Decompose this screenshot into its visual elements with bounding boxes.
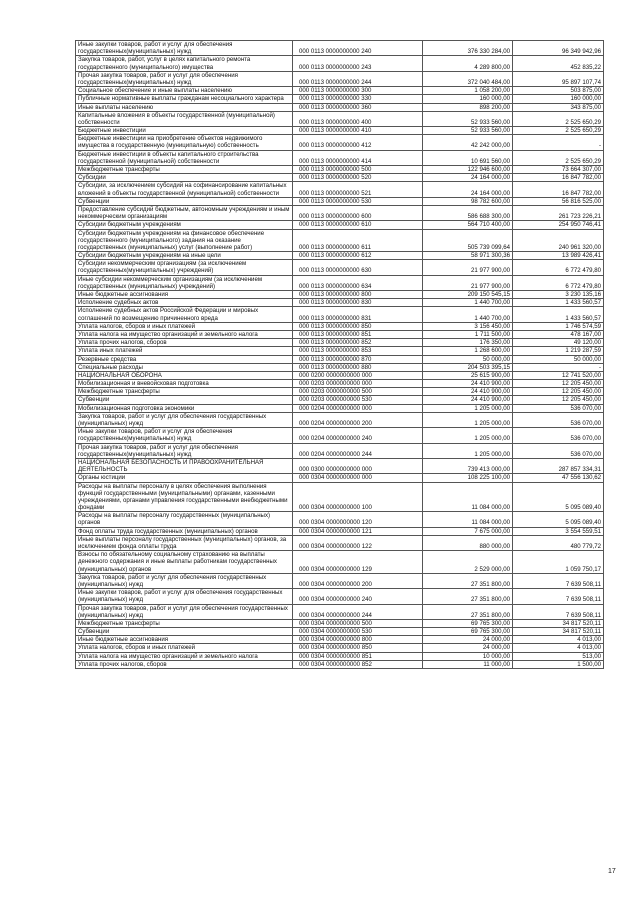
row-executed: 12 205 450,00: [513, 388, 604, 396]
row-code: 000 0113 0000000000 634: [293, 275, 423, 290]
row-name: Исполнение судебных актов Российской Федерации и мировых соглашений по возмещению причиненного вреда: [76, 307, 293, 322]
row-name: Прочая закупка товаров, работ и услуг для обеспечения государственных(муниципальных) нужд: [76, 443, 293, 458]
table-row: [76, 221, 604, 229]
row-code: 000 0113 0000000000 610: [293, 221, 423, 229]
row-approved: 376 330 284,00: [423, 41, 513, 56]
row-executed: 2 525 650,29: [513, 111, 604, 126]
row-approved: 7 675 000,00: [423, 527, 513, 535]
row-code: 000 0113 0000000000 412: [293, 135, 423, 150]
row-name: Прочая закупка товаров, работ и услуг для обеспечения государственных (муниципальных) нужд: [76, 604, 293, 619]
row-name: Специальные расходы: [76, 363, 293, 371]
row-approved: 1 268 600,00: [423, 347, 513, 355]
row-name: Иные бюджетные ассигнования: [76, 291, 293, 299]
row-name: Субсидии бюджетным учреждениям на финансовое обеспечение государственного (муниципального) задания на оказание государственных (муниципальных) услуг (выполнение работ): [76, 229, 293, 252]
table-row: [76, 482, 604, 512]
table-row: [76, 396, 604, 404]
table-row: [76, 127, 604, 135]
row-approved: 1 205 000,00: [423, 443, 513, 458]
table-row: [76, 135, 604, 150]
row-approved: 10 000,00: [423, 652, 513, 660]
row-code: 000 0113 0000000000 300: [293, 87, 423, 95]
row-code: 000 0304 0000000000 129: [293, 551, 423, 574]
row-code: 000 0203 0000000000 000: [293, 380, 423, 388]
row-executed: 56 816 525,00: [513, 197, 604, 205]
row-name: Уплата иных платежей: [76, 347, 293, 355]
row-approved: 586 688 300,00: [423, 205, 513, 220]
row-executed: 261 723 226,21: [513, 205, 604, 220]
row-approved: 24 410 900,00: [423, 396, 513, 404]
row-name: Межбюджетные трансферты: [76, 388, 293, 396]
row-code: 000 0113 0000000000 600: [293, 205, 423, 220]
row-executed: 536 070,00: [513, 443, 604, 458]
row-executed: 12 205 450,00: [513, 396, 604, 404]
table-row: [76, 604, 604, 619]
row-name: Субсидии, за исключением субсидий на софинансирование капитальных вложений в объекты государственной (муниципальной) собственности: [76, 182, 293, 197]
row-code: 000 0113 0000000000 630: [293, 260, 423, 275]
row-executed: 2 525 650,29: [513, 150, 604, 165]
table-row: [76, 551, 604, 574]
row-code: 000 0304 0000000000 850: [293, 644, 423, 652]
row-executed: 7 639 508,11: [513, 573, 604, 588]
row-code: 000 0304 0000000000 244: [293, 604, 423, 619]
row-approved: 160 000,00: [423, 95, 513, 103]
row-executed: 5 095 089,40: [513, 482, 604, 512]
row-code: 000 0113 0000000000 612: [293, 252, 423, 260]
row-executed: 1 433 560,57: [513, 299, 604, 307]
table-row: [76, 174, 604, 182]
row-executed: 4 013,00: [513, 644, 604, 652]
row-name: Иные закупки товаров, работ и услуг для обеспечения государственных(муниципальных) нужд: [76, 41, 293, 56]
row-code: 000 0304 0000000000 200: [293, 573, 423, 588]
row-code: 000 0113 0000000000 851: [293, 330, 423, 338]
row-code: 000 0113 0000000000 800: [293, 291, 423, 299]
row-name: Иные выплаты персоналу государственных (муниципальных) органов, за исключением фонда оплаты труда: [76, 535, 293, 550]
row-executed: 73 664 307,00: [513, 166, 604, 174]
row-executed: 503 875,00: [513, 87, 604, 95]
row-executed: 12 741 520,00: [513, 371, 604, 379]
table-row: [76, 412, 604, 427]
row-approved: 11 084 000,00: [423, 512, 513, 527]
row-executed: 343 875,00: [513, 103, 604, 111]
row-executed: 6 772 479,80: [513, 260, 604, 275]
row-executed: 240 961 320,00: [513, 229, 604, 252]
row-approved: 1 205 000,00: [423, 428, 513, 443]
row-name: Уплата прочих налогов, сборов: [76, 339, 293, 347]
row-name: Межбюджетные трансферты: [76, 166, 293, 174]
row-name: Капитальные вложения в объекты государственной (муниципальной) собственности: [76, 111, 293, 126]
table-row: [76, 182, 604, 197]
row-name: Иные закупки товаров, работ и услуг для обеспечения государственных(муниципальных) нужд: [76, 428, 293, 443]
row-approved: 42 242 000,00: [423, 135, 513, 150]
row-executed: 1 219 287,59: [513, 347, 604, 355]
table-row: [76, 573, 604, 588]
row-approved: 69 765 300,00: [423, 619, 513, 627]
row-code: 000 0304 0000000000 851: [293, 652, 423, 660]
row-approved: 10 691 560,00: [423, 150, 513, 165]
row-executed: 536 070,00: [513, 412, 604, 427]
row-executed: 49 120,00: [513, 339, 604, 347]
row-approved: 739 413 000,00: [423, 458, 513, 473]
table-row: [76, 275, 604, 290]
row-approved: 3 156 450,00: [423, 322, 513, 330]
row-executed: 513,00: [513, 652, 604, 660]
row-code: 000 0304 0000000000 852: [293, 660, 423, 668]
table-row: [76, 339, 604, 347]
row-approved: 372 040 484,00: [423, 71, 513, 86]
table-row: [76, 535, 604, 550]
row-executed: 95 897 107,74: [513, 71, 604, 86]
table-row: [76, 363, 604, 371]
row-code: 000 0304 0000000000 500: [293, 619, 423, 627]
row-name: Бюджетные инвестиции на приобретение объектов недвижимого имущества в государственную (муниципальную) собственность: [76, 135, 293, 150]
row-name: Мобилизационная и вневойсковая подготовка: [76, 380, 293, 388]
table-row: [76, 322, 604, 330]
table-row: [76, 252, 604, 260]
row-approved: 21 977 900,00: [423, 260, 513, 275]
row-code: 000 0113 0000000000 330: [293, 95, 423, 103]
row-code: 000 0304 0000000000 800: [293, 636, 423, 644]
row-executed: 480 779,72: [513, 535, 604, 550]
page-number: 17: [608, 868, 616, 875]
row-name: Межбюджетные трансферты: [76, 619, 293, 627]
row-approved: 25 615 900,00: [423, 371, 513, 379]
row-name: Субсидии бюджетным учреждениям: [76, 221, 293, 229]
table-row: [76, 229, 604, 252]
row-executed: 3 554 559,51: [513, 527, 604, 535]
table-row: [76, 330, 604, 338]
table-row: [76, 404, 604, 412]
row-name: Субсидии некоммерческим организациям (за исключением государственных(муниципальных) учреждений): [76, 260, 293, 275]
row-executed: 16 847 782,00: [513, 182, 604, 197]
row-approved: 69 765 300,00: [423, 628, 513, 636]
table-row: [76, 371, 604, 379]
table-row: [76, 347, 604, 355]
row-code: 000 0113 0000000000 850: [293, 322, 423, 330]
row-approved: 209 150 545,15: [423, 291, 513, 299]
row-name: Иные субсидии некоммерческим организациям (за исключением государственных (муниципальных) учреждений): [76, 275, 293, 290]
row-code: 000 0304 0000000000 121: [293, 527, 423, 535]
row-approved: 21 977 900,00: [423, 275, 513, 290]
table-row: [76, 103, 604, 111]
row-code: 000 0304 0000000000 240: [293, 589, 423, 604]
row-name: Субвенции: [76, 396, 293, 404]
row-name: НАЦИОНАЛЬНАЯ БЕЗОПАСНОСТЬ И ПРАВООХРАНИТЕЛЬНАЯ ДЕЯТЕЛЬНОСТЬ: [76, 458, 293, 473]
table-row: [76, 205, 604, 220]
row-executed: 287 857 334,31: [513, 458, 604, 473]
row-name: Резервные средства: [76, 355, 293, 363]
row-name: Мобилизационная подготовка экономики: [76, 404, 293, 412]
row-executed: 50 000,00: [513, 355, 604, 363]
row-approved: 2 529 000,00: [423, 551, 513, 574]
row-code: 000 0113 0000000000 243: [293, 56, 423, 71]
row-name: Предоставление субсидий бюджетным, автономным учреждениям и иным некоммерческим организациям: [76, 205, 293, 220]
row-name: Иные бюджетные ассигнования: [76, 636, 293, 644]
row-name: Субсидии: [76, 174, 293, 182]
row-name: Фонд оплаты труда государственных (муниципальных) органов: [76, 527, 293, 535]
table-row: [76, 260, 604, 275]
row-code: 000 0113 0000000000 244: [293, 71, 423, 86]
row-code: 000 0113 0000000000 852: [293, 339, 423, 347]
table-row: [76, 166, 604, 174]
row-code: 000 0113 0000000000 414: [293, 150, 423, 165]
row-executed: 254 950 746,41: [513, 221, 604, 229]
table-row: [76, 355, 604, 363]
table-row: [76, 660, 604, 668]
row-executed: 1 433 560,57: [513, 307, 604, 322]
row-name: Субвенции: [76, 197, 293, 205]
row-approved: 27 351 800,00: [423, 589, 513, 604]
row-approved: 1 205 000,00: [423, 404, 513, 412]
row-code: 000 0203 0000000000 500: [293, 388, 423, 396]
row-executed: 452 835,22: [513, 56, 604, 71]
row-code: 000 0204 0000000000 240: [293, 428, 423, 443]
row-name: Закупка товаров, работ и услуг для обеспечения государственных (муниципальных) нужд: [76, 412, 293, 427]
row-executed: 7 639 508,11: [513, 589, 604, 604]
row-approved: 50 000,00: [423, 355, 513, 363]
row-code: 000 0300 0000000000 000: [293, 458, 423, 473]
row-code: 000 0113 0000000000 530: [293, 197, 423, 205]
row-executed: -: [513, 135, 604, 150]
row-code: 000 0304 0000000000 530: [293, 628, 423, 636]
table-row: [76, 291, 604, 299]
table-row: [76, 458, 604, 473]
row-approved: 880 000,00: [423, 535, 513, 550]
row-executed: 47 556 130,62: [513, 474, 604, 482]
table-row: [76, 652, 604, 660]
row-code: 000 0113 0000000000 410: [293, 127, 423, 135]
row-code: 000 0200 0000000000 000: [293, 371, 423, 379]
row-approved: 204 503 395,15: [423, 363, 513, 371]
row-executed: 34 817 520,11: [513, 619, 604, 627]
table-row: [76, 527, 604, 535]
row-name: Уплата прочих налогов, сборов: [76, 660, 293, 668]
table-row: [76, 428, 604, 443]
row-approved: 176 350,00: [423, 339, 513, 347]
table-row: [76, 150, 604, 165]
row-code: 000 0113 0000000000 870: [293, 355, 423, 363]
row-approved: 122 946 600,00: [423, 166, 513, 174]
row-executed: 16 847 782,00: [513, 174, 604, 182]
row-approved: 1 440 700,00: [423, 307, 513, 322]
row-approved: 24 410 900,00: [423, 388, 513, 396]
row-name: Уплата налогов, сборов и иных платежей: [76, 644, 293, 652]
row-approved: 24 000,00: [423, 644, 513, 652]
row-approved: 1 711 500,00: [423, 330, 513, 338]
row-code: 000 0113 0000000000 400: [293, 111, 423, 126]
row-executed: 160 000,00: [513, 95, 604, 103]
row-name: Закупка товаров, работ и услуг для обеспечения государственных (муниципальных) нужд: [76, 573, 293, 588]
table-row: [76, 41, 604, 56]
table-row: [76, 644, 604, 652]
row-code: 000 0204 0000000000 000: [293, 404, 423, 412]
row-name: Социальное обеспечение и иные выплаты населению: [76, 87, 293, 95]
row-code: 000 0113 0000000000 520: [293, 174, 423, 182]
row-code: 000 0113 0000000000 500: [293, 166, 423, 174]
table-row: [76, 380, 604, 388]
row-executed: 34 817 520,11: [513, 628, 604, 636]
row-approved: 1 205 000,00: [423, 412, 513, 427]
row-name: Бюджетные инвестиции в объекты капитального строительства государственной (муниципальной) собственности: [76, 150, 293, 165]
table-row: [76, 111, 604, 126]
row-executed: -: [513, 363, 604, 371]
row-executed: 1 500,00: [513, 660, 604, 668]
row-approved: 24 164 000,00: [423, 174, 513, 182]
row-code: 000 0113 0000000000 880: [293, 363, 423, 371]
row-executed: 536 070,00: [513, 428, 604, 443]
row-executed: 478 167,00: [513, 330, 604, 338]
row-code: 000 0113 0000000000 831: [293, 307, 423, 322]
row-executed: 13 989 426,41: [513, 252, 604, 260]
row-approved: 24 410 900,00: [423, 380, 513, 388]
row-name: НАЦИОНАЛЬНАЯ ОБОРОНА: [76, 371, 293, 379]
row-name: Уплата налога на имущество организаций и земельного налога: [76, 330, 293, 338]
row-name: Расходы на выплаты персоналу государственных (муниципальных) органов: [76, 512, 293, 527]
row-name: Исполнение судебных актов: [76, 299, 293, 307]
table-row: [76, 589, 604, 604]
row-code: 000 0204 0000000000 200: [293, 412, 423, 427]
table-row: [76, 443, 604, 458]
row-name: Публичные нормативные выплаты гражданам несоциального характера: [76, 95, 293, 103]
row-approved: 11 084 000,00: [423, 482, 513, 512]
row-approved: 564 710 400,00: [423, 221, 513, 229]
row-approved: 1 058 200,00: [423, 87, 513, 95]
table-row: [76, 388, 604, 396]
table-row: [76, 474, 604, 482]
row-approved: 98 782 600,00: [423, 197, 513, 205]
row-executed: 1 746 574,59: [513, 322, 604, 330]
table-row: [76, 95, 604, 103]
row-name: Субсидии бюджетным учреждениям на иные цели: [76, 252, 293, 260]
table-row: [76, 636, 604, 644]
row-code: 000 0203 0000000000 530: [293, 396, 423, 404]
row-code: 000 0204 0000000000 244: [293, 443, 423, 458]
row-approved: 24 000,00: [423, 636, 513, 644]
table-row: [76, 512, 604, 527]
table-row: [76, 87, 604, 95]
row-approved: 1 440 700,00: [423, 299, 513, 307]
budget-execution-table: [75, 40, 604, 669]
row-code: 000 0304 0000000000 122: [293, 535, 423, 550]
table-body: [76, 41, 604, 669]
table-row: [76, 619, 604, 627]
row-approved: 52 933 560,00: [423, 111, 513, 126]
row-code: 000 0304 0000000000 000: [293, 474, 423, 482]
table-row: [76, 71, 604, 86]
row-approved: 24 164 000,00: [423, 182, 513, 197]
row-approved: 505 739 099,64: [423, 229, 513, 252]
row-code: 000 0113 0000000000 521: [293, 182, 423, 197]
row-executed: 6 772 479,80: [513, 275, 604, 290]
row-code: 000 0113 0000000000 360: [293, 103, 423, 111]
row-approved: 898 200,00: [423, 103, 513, 111]
row-approved: 108 225 100,00: [423, 474, 513, 482]
table-row: [76, 307, 604, 322]
row-approved: 52 933 560,00: [423, 127, 513, 135]
row-executed: 5 095 089,40: [513, 512, 604, 527]
row-name: Органы юстиции: [76, 474, 293, 482]
row-approved: 58 971 300,36: [423, 252, 513, 260]
row-name: Иные выплаты населению: [76, 103, 293, 111]
row-executed: 1 059 750,17: [513, 551, 604, 574]
row-name: Бюджетные инвестиции: [76, 127, 293, 135]
row-code: 000 0304 0000000000 120: [293, 512, 423, 527]
row-executed: 12 205 450,00: [513, 380, 604, 388]
table-row: [76, 56, 604, 71]
table-row: [76, 299, 604, 307]
row-name: Закупка товаров, работ, услуг в целях капитального ремонта государственного (муниципального) имущества: [76, 56, 293, 71]
row-executed: 536 070,00: [513, 404, 604, 412]
row-name: Уплата налогов, сборов и иных платежей: [76, 322, 293, 330]
row-approved: 27 351 800,00: [423, 573, 513, 588]
row-approved: 4 289 800,00: [423, 56, 513, 71]
row-name: Прочая закупка товаров, работ и услуг для обеспечения государственных(муниципальных) нужд: [76, 71, 293, 86]
row-executed: 2 525 650,29: [513, 127, 604, 135]
row-code: 000 0113 0000000000 853: [293, 347, 423, 355]
row-code: 000 0113 0000000000 830: [293, 299, 423, 307]
row-name: Расходы на выплаты персоналу в целях обеспечения выполнения функций государственными (муниципальными) органами, казенными учреждениями, органами управления государственными внебюджетными фондами: [76, 482, 293, 512]
row-code: 000 0304 0000000000 100: [293, 482, 423, 512]
row-executed: 96 349 942,96: [513, 41, 604, 56]
table-row: [76, 197, 604, 205]
row-executed: 7 639 508,11: [513, 604, 604, 619]
row-name: Уплата налога на имущество организаций и земельного налога: [76, 652, 293, 660]
row-executed: 3 230 135,16: [513, 291, 604, 299]
row-approved: 11 000,00: [423, 660, 513, 668]
table-row: [76, 628, 604, 636]
row-name: Субвенции: [76, 628, 293, 636]
row-executed: 4 013,00: [513, 636, 604, 644]
row-code: 000 0113 0000000000 611: [293, 229, 423, 252]
row-code: 000 0113 0000000000 240: [293, 41, 423, 56]
row-approved: 27 351 800,00: [423, 604, 513, 619]
row-name: Иные закупки товаров, работ и услуг для обеспечения государственных (муниципальных) нужд: [76, 589, 293, 604]
row-name: Взносы по обязательному социальному страхованию на выплаты денежного содержания и иные выплаты работникам государственных (муниципальных) органов: [76, 551, 293, 574]
